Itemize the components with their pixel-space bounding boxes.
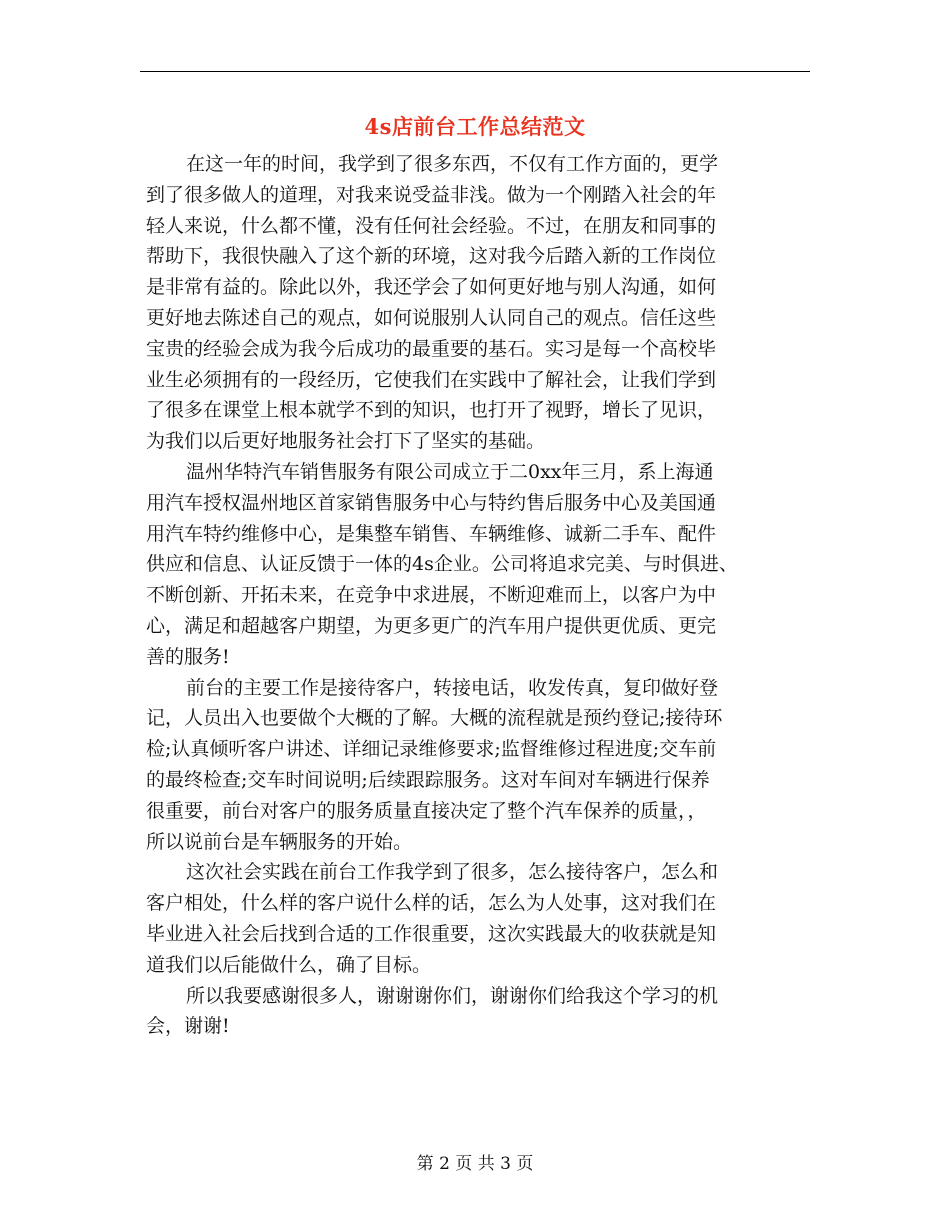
text-line: 供应和信息、认证反馈于一体的4s企业。公司将追求完美、与时俱进、 [146, 553, 738, 576]
header-rule [140, 71, 810, 72]
text-line: 所以说前台是车辆服务的开始。 [146, 830, 413, 853]
text-line: 的最终检查;交车时间说明;后续跟踪服务。这对车间对车辆进行保养 [146, 768, 710, 791]
text-line: 很重要，前台对客户的服务质量直接决定了整个汽车保养的质量，， [146, 799, 707, 822]
text-line: 客户相处，什么样的客户说什么样的话，怎么为人处事，这对我们在 [146, 892, 717, 915]
text-line: 所以我要感谢很多人，谢谢谢你们，谢谢你们给我这个学习的机 [186, 984, 719, 1007]
text-line: 更好地去陈述自己的观点，如何说服别人认同自己的观点。信任这些 [146, 306, 717, 329]
text-line: 用汽车特约维修中心，是集整车销售、车辆维修、诚新二手车、配件 [146, 522, 717, 545]
text-line: 宝贵的经验会成为我今后成功的最重要的基石。实习是每一个高校毕 [146, 337, 717, 360]
text-line: 轻人来说，什么都不懂，没有任何社会经验。不过，在朋友和同事的 [146, 214, 717, 237]
text-line: 前台的主要工作是接待客户，转接电话，收发传真，复印做好登 [186, 676, 719, 699]
text-line: 这次社会实践在前台工作我学到了很多，怎么接待客户，怎么和 [186, 861, 719, 884]
text-line: 为我们以后更好地服务社会打下了坚实的基础。 [146, 430, 546, 453]
paragraph-2 [146, 457, 810, 673]
text-line: 到了很多做人的道理，对我来说受益非浅。做为一个刚踏入社会的年 [146, 183, 717, 206]
text-line: 道我们以后能做什么，确了目标。 [146, 953, 432, 976]
text-line: 记，人员出入也要做个大概的了解。大概的流程就是预约登记;接待环 [146, 707, 723, 730]
paragraph-1 [146, 149, 810, 457]
text-line: 检;认真倾听客户讲述、详细记录维修要求;监督维修过程进度;交车前 [146, 738, 717, 761]
text-line: 业生必须拥有的一段经历，它使我们在实践中了解社会，让我们学到 [146, 368, 717, 391]
text-line: 帮助下，我很快融入了这个新的环境，这对我今后踏入新的工作岗位 [146, 245, 717, 268]
text-line: 不断创新、开拓未来，在竞争中求进展，不断迎难而上，以客户为中 [146, 584, 717, 607]
paragraph-4 [146, 857, 810, 980]
paragraph-3 [146, 673, 810, 858]
paragraph-5 [146, 981, 810, 1043]
text-line: 了很多在课堂上根本就学不到的知识，也打开了视野，增长了见识， [146, 399, 717, 422]
text-line: 善的服务! [146, 645, 230, 668]
text-line: 温州华特汽车销售服务有限公司成立于二0xx年三月，系上海通 [186, 460, 714, 483]
text-line: 心，满足和超越客户期望，为更多更广的汽车用户提供更优质、更完 [146, 614, 717, 637]
text-line: 是非常有益的。除此以外，我还学会了如何更好地与别人沟通，如何 [146, 276, 717, 299]
text-line: 会，谢谢! [146, 1015, 230, 1038]
document-body [146, 149, 810, 1042]
text-line: 在这一年的时间，我学到了很多东西，不仅有工作方面的，更学 [186, 153, 719, 175]
document-title: 4s店前台工作总结范文 [364, 114, 586, 139]
text-line: 毕业进入社会后找到合适的工作很重要，这次实践最大的收获就是知 [146, 922, 717, 945]
text-line: 用汽车授权温州地区首家销售服务中心与特约售后服务中心及美国通 [146, 491, 717, 514]
page-number: 第 2 页 共 3 页 [416, 1154, 534, 1174]
